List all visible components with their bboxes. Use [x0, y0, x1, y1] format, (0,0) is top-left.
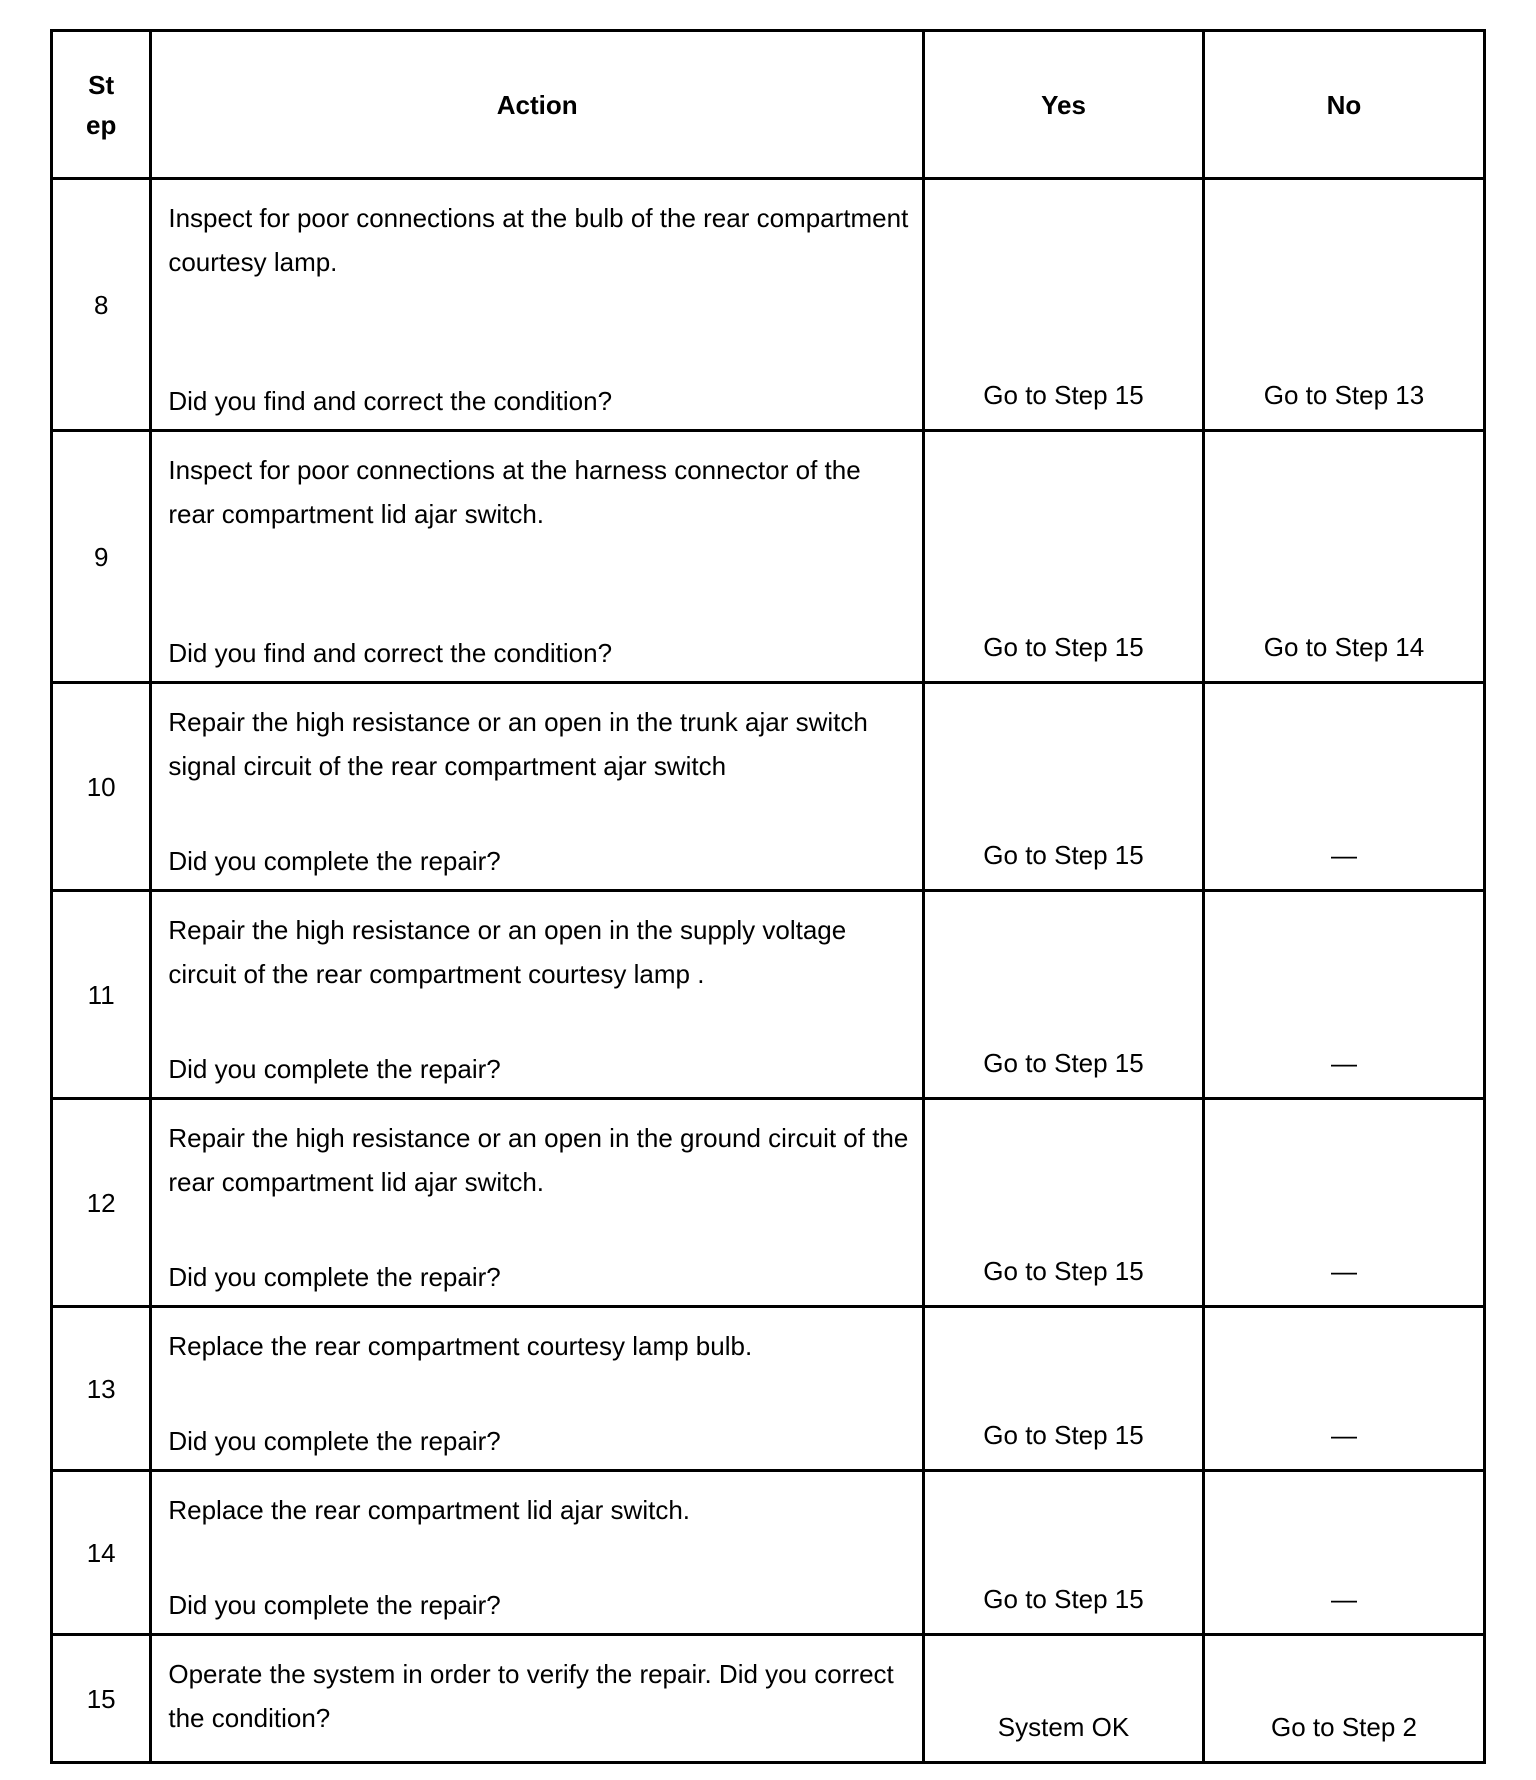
action-text: Replace the rear compartment lid ajar switch. — [168, 1495, 691, 1525]
yes-result: Go to Step 15 — [983, 380, 1144, 410]
no-cell — [1204, 1099, 1485, 1307]
no-result: — — [1331, 1048, 1357, 1078]
action-text: Inspect for poor connections at the harness connector of the rear compartment lid ajar switch. — [168, 455, 861, 529]
action-question: Did you complete the repair? — [168, 1426, 501, 1456]
no-result: — — [1331, 1256, 1357, 1286]
no-cell — [1204, 1635, 1485, 1763]
yes-cell — [924, 1099, 1204, 1307]
no-result: — — [1331, 840, 1357, 870]
yes-cell — [924, 179, 1204, 431]
step-number: 13 — [52, 1307, 151, 1471]
header-yes: Yes — [924, 31, 1204, 179]
action-cell — [151, 179, 924, 431]
table-row — [52, 1635, 1485, 1763]
header-step-line2: ep — [86, 109, 117, 140]
no-result: Go to Step 13 — [1263, 380, 1425, 410]
no-cell — [1204, 891, 1485, 1099]
action-text: Operate the system in order to verify the repair. Did you correct the condition? — [168, 1659, 894, 1733]
table-row — [52, 1099, 1485, 1307]
action-question: Did you complete the repair? — [168, 846, 501, 876]
action-cell — [151, 891, 924, 1099]
action-cell — [151, 1635, 924, 1763]
action-question: Did you complete the repair? — [168, 1262, 501, 1292]
step-number: 9 — [52, 431, 151, 683]
no-result: — — [1331, 1584, 1357, 1614]
step-number: 8 — [52, 179, 151, 431]
step-number: 10 — [52, 683, 151, 891]
table-row — [52, 179, 1485, 431]
yes-result: Go to Step 15 — [983, 1256, 1144, 1286]
step-number: 12 — [52, 1099, 151, 1307]
diagnostic-steps-table — [50, 29, 1486, 1764]
no-cell — [1204, 683, 1485, 891]
no-cell — [1204, 1471, 1485, 1635]
yes-result: Go to Step 15 — [983, 1584, 1144, 1614]
table-row — [52, 891, 1485, 1099]
table-row — [52, 431, 1485, 683]
yes-cell — [924, 1635, 1204, 1763]
no-result: — — [1331, 1420, 1357, 1450]
action-text: Repair the high resistance or an open in the supply voltage circuit of the rear compartment courtesy lamp . — [168, 915, 847, 989]
action-text: Replace the rear compartment courtesy lamp bulb. — [168, 1331, 753, 1361]
no-cell — [1204, 1307, 1485, 1471]
action-question: Did you complete the repair? — [168, 1054, 501, 1084]
step-number: 11 — [52, 891, 151, 1099]
action-question: Did you complete the repair? — [168, 1590, 501, 1620]
action-cell — [151, 1099, 924, 1307]
action-question: Did you find and correct the condition? — [168, 638, 613, 668]
action-cell — [151, 1471, 924, 1635]
table-row — [52, 1307, 1485, 1471]
yes-cell — [924, 1471, 1204, 1635]
action-text: Inspect for poor connections at the bulb of the rear compartment courtesy lamp. — [168, 203, 909, 277]
no-cell — [1204, 431, 1485, 683]
yes-cell — [924, 1307, 1204, 1471]
yes-result: Go to Step 15 — [983, 632, 1144, 662]
yes-result: System OK — [997, 1712, 1130, 1742]
yes-cell — [924, 683, 1204, 891]
action-question: Did you find and correct the condition? — [168, 386, 613, 416]
table-header-row — [52, 31, 1485, 179]
step-number: 14 — [52, 1471, 151, 1635]
no-result: Go to Step 14 — [1263, 632, 1425, 662]
header-action: Action — [151, 31, 924, 179]
action-text: Repair the high resistance or an open in the trunk ajar switch signal circuit of the rear compartment ajar switch — [168, 707, 868, 781]
header-step-line1: St — [88, 69, 115, 100]
yes-cell — [924, 891, 1204, 1099]
yes-result: Go to Step 15 — [983, 840, 1144, 870]
table-row — [52, 1471, 1485, 1635]
header-no: No — [1204, 31, 1485, 179]
no-result: Go to Step 2 — [1271, 1712, 1417, 1742]
action-text: Repair the high resistance or an open in the ground circuit of the rear compartment lid ajar switch. — [168, 1123, 909, 1197]
yes-result: Go to Step 15 — [983, 1048, 1144, 1078]
diagnostic-table-page — [50, 29, 1486, 1759]
action-cell — [151, 1307, 924, 1471]
header-step — [52, 31, 151, 179]
yes-cell — [924, 431, 1204, 683]
action-cell — [151, 431, 924, 683]
table-row — [52, 683, 1485, 891]
action-cell — [151, 683, 924, 891]
yes-result: Go to Step 15 — [983, 1420, 1144, 1450]
no-cell — [1204, 179, 1485, 431]
step-number: 15 — [52, 1635, 151, 1763]
